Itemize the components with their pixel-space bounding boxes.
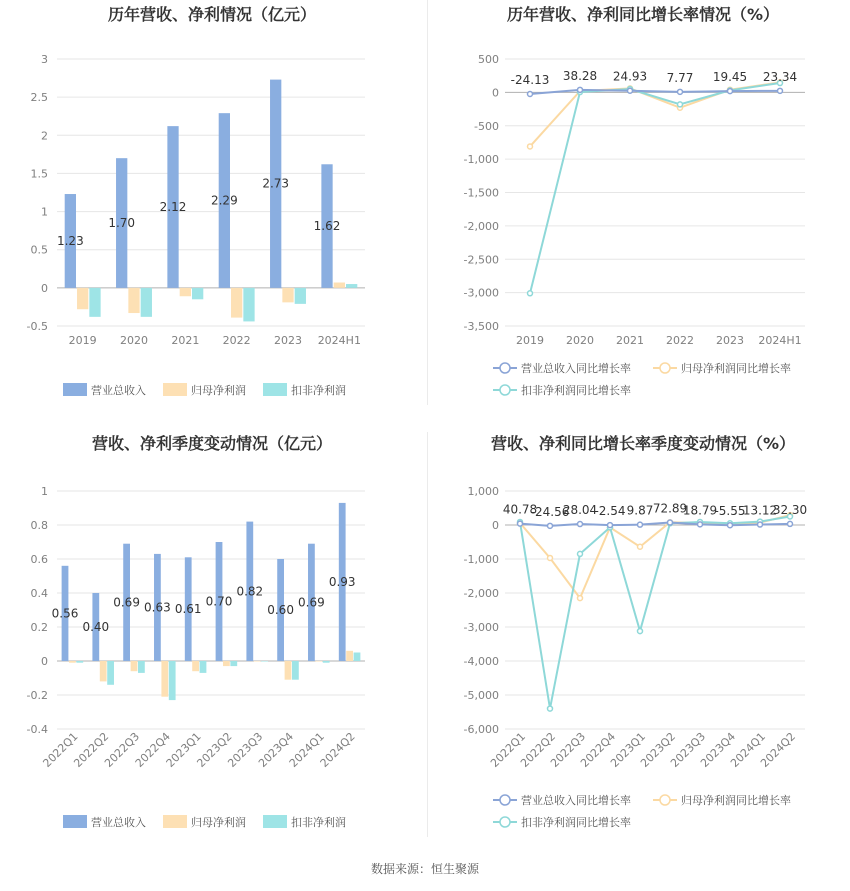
data-point bbox=[778, 88, 783, 93]
x-tick-label: 2023Q3 bbox=[668, 729, 709, 770]
data-label: 24.93 bbox=[612, 69, 648, 84]
data-label: 0.40 bbox=[82, 620, 110, 634]
y-tick-label: 2.5 bbox=[30, 91, 48, 105]
legend-label: 营业总收入同比增长率 bbox=[521, 362, 631, 375]
legend-label: 归母净利润 bbox=[191, 816, 246, 829]
data-label: 0.69 bbox=[298, 595, 325, 610]
x-tick-label: 2022Q3 bbox=[548, 729, 589, 770]
data-point bbox=[728, 89, 733, 94]
legend-swatch bbox=[63, 383, 87, 396]
data-point bbox=[638, 629, 643, 634]
legend-swatch bbox=[63, 815, 87, 828]
y-tick-label: -0.5 bbox=[26, 320, 48, 333]
data-point bbox=[548, 555, 553, 560]
series-line bbox=[520, 515, 790, 598]
series-line bbox=[530, 83, 780, 293]
bar bbox=[334, 283, 345, 288]
y-tick-label: -4,000 bbox=[463, 655, 499, 668]
bar bbox=[200, 661, 207, 673]
data-point bbox=[528, 291, 533, 296]
y-tick-label: 0.5 bbox=[30, 243, 48, 257]
legend-marker bbox=[660, 363, 670, 373]
data-point bbox=[758, 522, 763, 527]
y-tick-label: -5,000 bbox=[463, 689, 499, 702]
x-tick-label: 2020 bbox=[120, 334, 148, 347]
data-label: 0.61 bbox=[174, 602, 202, 617]
x-tick-label: 2020 bbox=[566, 334, 594, 347]
legend-marker bbox=[500, 817, 510, 827]
legend-label: 扣非净利润 bbox=[291, 816, 346, 829]
x-tick-label: 2022Q4 bbox=[132, 729, 173, 770]
x-tick-label: 2019 bbox=[516, 334, 544, 347]
x-tick-label: 2022Q2 bbox=[518, 729, 559, 770]
bar bbox=[141, 288, 152, 317]
data-label: 28.04 bbox=[562, 503, 598, 518]
y-tick-label: 500 bbox=[478, 53, 499, 66]
bar bbox=[180, 288, 191, 296]
x-tick-label: 2023Q4 bbox=[256, 729, 297, 770]
y-tick-label: 0 bbox=[41, 281, 48, 295]
legend-label: 归母净利润同比增长率 bbox=[681, 794, 791, 807]
data-point bbox=[528, 144, 533, 149]
x-tick-label: 2024Q1 bbox=[728, 729, 769, 770]
bar bbox=[192, 661, 199, 671]
legend-swatch bbox=[263, 383, 287, 396]
bar bbox=[243, 288, 254, 322]
annual-growth-rate-chart bbox=[425, 0, 850, 420]
data-label: 40.78 bbox=[502, 502, 538, 517]
chart-title: 历年营收、净利同比增长率情况（%） bbox=[506, 5, 780, 24]
data-label: 2.12 bbox=[159, 199, 187, 214]
x-tick-label: 2019 bbox=[68, 334, 97, 347]
bar bbox=[254, 661, 261, 662]
y-tick-label: 0.2 bbox=[30, 621, 48, 634]
data-point bbox=[668, 520, 673, 525]
y-tick-label: 1 bbox=[41, 485, 48, 498]
data-label: -24.56 bbox=[530, 504, 570, 519]
legend-label: 扣非净利润同比增长率 bbox=[521, 816, 631, 829]
data-label: 0.60 bbox=[267, 603, 294, 617]
y-tick-label: 1.5 bbox=[30, 167, 48, 181]
x-tick-label: 2023Q4 bbox=[698, 729, 739, 770]
x-tick-label: 2023 bbox=[716, 334, 744, 347]
data-label: 38.28 bbox=[562, 68, 598, 83]
legend-swatch bbox=[163, 383, 187, 396]
bar bbox=[354, 653, 361, 662]
bar bbox=[292, 661, 299, 680]
x-tick-label: 2022Q1 bbox=[488, 729, 529, 770]
bar bbox=[285, 661, 292, 680]
y-tick-label: 0 bbox=[41, 655, 48, 668]
y-tick-label: -3,000 bbox=[463, 621, 499, 634]
data-point bbox=[728, 523, 733, 528]
data-source-note: 数据来源：恒生聚源 bbox=[370, 862, 479, 876]
data-point bbox=[628, 88, 633, 93]
data-label: 18.79 bbox=[682, 503, 718, 518]
data-label: 7.77 bbox=[666, 70, 694, 85]
legend-marker bbox=[660, 795, 670, 805]
bar bbox=[161, 661, 168, 697]
data-point bbox=[548, 523, 553, 528]
data-point bbox=[548, 706, 553, 711]
y-tick-label: -6,000 bbox=[463, 723, 499, 736]
x-tick-label: 2024Q2 bbox=[317, 729, 358, 770]
series-line bbox=[520, 517, 790, 709]
y-tick-label: 0.8 bbox=[30, 519, 48, 532]
legend-marker bbox=[500, 795, 510, 805]
data-label: 0.82 bbox=[236, 584, 264, 599]
legend-label: 归母净利润 bbox=[191, 384, 246, 397]
y-tick-label: -1,000 bbox=[463, 553, 499, 566]
x-tick-label: 2022 bbox=[666, 334, 694, 347]
data-label: 0.70 bbox=[205, 594, 233, 609]
y-tick-label: 0 bbox=[492, 86, 499, 100]
y-tick-label: -2,000 bbox=[463, 587, 499, 600]
x-tick-label: 2024H1 bbox=[317, 334, 361, 347]
data-label: 19.45 bbox=[712, 70, 748, 85]
x-tick-label: 2024Q2 bbox=[758, 729, 799, 770]
y-tick-label: 1,000 bbox=[467, 485, 499, 498]
data-label: 32.30 bbox=[772, 502, 808, 517]
data-point bbox=[528, 91, 533, 96]
quarterly-revenue-profit-chart bbox=[0, 425, 425, 857]
data-point bbox=[788, 521, 793, 526]
legend-label: 归母净利润同比增长率 bbox=[681, 362, 791, 375]
chart-title: 历年营收、净利情况（亿元） bbox=[107, 5, 317, 24]
bar bbox=[100, 661, 107, 681]
chart-title: 营收、净利季度变动情况（亿元） bbox=[91, 434, 333, 453]
y-tick-label: -2,000 bbox=[463, 219, 499, 233]
x-tick-label: 2021 bbox=[171, 334, 200, 347]
x-tick-label: 2023Q2 bbox=[638, 729, 679, 770]
data-label: 0.69 bbox=[113, 595, 140, 610]
data-label: 9.87 bbox=[626, 503, 654, 518]
x-tick-label: 2024H1 bbox=[758, 334, 802, 347]
x-tick-label: 2023Q3 bbox=[225, 729, 266, 770]
bar bbox=[192, 288, 203, 299]
data-point bbox=[578, 596, 583, 601]
annual-revenue-profit-chart bbox=[0, 0, 425, 420]
x-tick-label: 2022Q4 bbox=[578, 729, 619, 770]
bar bbox=[76, 661, 83, 663]
data-label: 1.70 bbox=[108, 216, 136, 231]
data-label: 1.23 bbox=[56, 233, 84, 248]
chart-title: 营收、净利同比增长率季度变动情况（%） bbox=[490, 434, 796, 453]
legend-marker bbox=[500, 385, 510, 395]
bar bbox=[230, 661, 237, 666]
data-label: 1.62 bbox=[313, 219, 341, 234]
data-label: -24.13 bbox=[510, 72, 550, 87]
data-point bbox=[678, 102, 683, 107]
x-tick-label: 2023Q1 bbox=[163, 729, 204, 770]
bar bbox=[231, 288, 242, 318]
bar bbox=[323, 661, 330, 663]
data-label: -5.55 bbox=[714, 504, 746, 519]
legend-label: 扣非净利润同比增长率 bbox=[521, 384, 631, 397]
y-tick-label: -1,500 bbox=[463, 186, 499, 200]
y-tick-label: 0.4 bbox=[30, 587, 48, 600]
bar bbox=[261, 661, 268, 662]
y-tick-label: -1,000 bbox=[463, 153, 499, 167]
x-tick-label: 2023Q1 bbox=[608, 729, 649, 770]
y-tick-label: 0 bbox=[492, 519, 499, 532]
data-point bbox=[578, 551, 583, 556]
y-tick-label: -3,000 bbox=[463, 286, 499, 300]
data-point bbox=[608, 523, 613, 528]
data-point bbox=[638, 544, 643, 549]
y-tick-label: 3 bbox=[41, 53, 48, 66]
data-label: 23.34 bbox=[762, 69, 798, 84]
bar bbox=[282, 288, 293, 302]
data-label: 0.63 bbox=[144, 600, 171, 615]
legend-label: 营业总收入 bbox=[91, 816, 146, 829]
y-tick-label: 0.6 bbox=[30, 553, 48, 566]
bar bbox=[69, 661, 76, 663]
bar bbox=[346, 651, 353, 661]
x-tick-label: 2024Q1 bbox=[286, 729, 327, 770]
x-tick-label: 2022Q1 bbox=[40, 729, 81, 770]
x-tick-label: 2021 bbox=[616, 334, 644, 347]
bar bbox=[131, 661, 138, 671]
x-tick-label: 2023 bbox=[274, 334, 302, 347]
y-tick-label: 1 bbox=[41, 205, 48, 219]
y-tick-label: -0.4 bbox=[26, 723, 48, 736]
bar bbox=[315, 661, 322, 662]
data-label: 0.93 bbox=[328, 574, 356, 589]
x-tick-label: 2022 bbox=[222, 334, 251, 347]
bar bbox=[138, 661, 145, 673]
y-tick-label: 2 bbox=[41, 129, 48, 143]
legend-marker bbox=[500, 363, 510, 373]
bar bbox=[169, 661, 176, 700]
legend-label: 扣非净利润 bbox=[291, 384, 346, 397]
x-tick-label: 2022Q3 bbox=[102, 729, 143, 770]
data-label: 0.56 bbox=[51, 606, 79, 621]
data-label: 2.73 bbox=[262, 176, 290, 191]
data-point bbox=[698, 522, 703, 527]
legend-label: 营业总收入 bbox=[91, 384, 146, 397]
bar bbox=[107, 661, 114, 685]
bar bbox=[295, 288, 306, 304]
bar bbox=[346, 284, 357, 288]
y-tick-label: -2,500 bbox=[463, 253, 499, 267]
legend-swatch bbox=[163, 815, 187, 828]
data-point bbox=[638, 522, 643, 527]
bar bbox=[128, 288, 139, 313]
bar bbox=[77, 288, 88, 309]
data-point bbox=[578, 87, 583, 92]
y-tick-label: -500 bbox=[474, 119, 499, 133]
data-label: -2.54 bbox=[594, 504, 626, 519]
data-point bbox=[518, 521, 523, 526]
legend-swatch bbox=[263, 815, 287, 828]
data-point bbox=[678, 89, 683, 94]
data-label: 13.12 bbox=[742, 503, 778, 518]
data-label: 72.89 bbox=[652, 501, 688, 516]
y-tick-label: -3,500 bbox=[463, 320, 499, 333]
bar bbox=[89, 288, 100, 317]
data-label: 2.29 bbox=[210, 193, 238, 208]
x-tick-label: 2023Q2 bbox=[194, 729, 235, 770]
data-point bbox=[578, 522, 583, 527]
bar bbox=[223, 661, 230, 666]
legend-label: 营业总收入同比增长率 bbox=[521, 794, 631, 807]
y-tick-label: -0.2 bbox=[26, 689, 48, 702]
quarterly-growth-rate-chart bbox=[425, 425, 850, 857]
x-tick-label: 2022Q2 bbox=[71, 729, 112, 770]
